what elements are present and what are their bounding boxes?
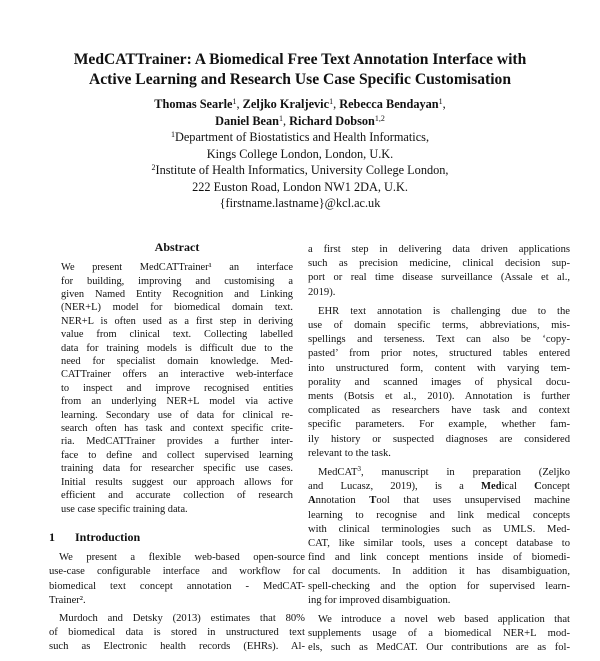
text-line: CAT, like similar tools, uses a concept database to [308,538,570,550]
acronym-letter: C [534,481,542,493]
text-run: MedCAT [318,467,358,479]
text-line [308,466,570,480]
right-paragraph-4 [308,613,570,656]
author-affil-mark: 1 [438,97,443,106]
text-run: and Lucasz, 2019), is a [308,481,481,493]
affil-mark: 1 [170,130,175,139]
author-affil-mark: 1 [232,97,237,106]
affiliation-text: Institute of Health Informatics, University College London, [155,163,449,177]
text-line: Murdoch and Detsky (2013) estimates that 80% [59,612,305,624]
author-affil-mark: 1 [278,113,283,123]
text-line: ing for improved disambiguation. [308,594,451,606]
text-line: We introduce a novel web based application that [318,614,570,626]
text-line: of biomedical data is stored in unstructured text [49,627,305,639]
abstract-heading: Abstract [154,240,200,254]
paper-title [40,50,560,90]
text-line: spellings and terseness. Text can also be ‘copy- [308,334,570,346]
intro-paragraph-1 [49,551,305,608]
affil-mark: 2 [151,163,156,172]
text-line: We present a flexible web-based open-source [59,552,305,564]
text-line: Trainer². [49,594,86,606]
text-run: ical [501,481,535,493]
author-email: {firstname.lastname}@kcl.ac.uk [219,196,381,210]
author-affil-mark: 1 [329,97,334,106]
acronym-letter: A [308,495,316,507]
section-title: Introduction [75,529,141,544]
affiliation-text: Department of Biostatistics and Health Informatics, [174,130,430,144]
text-line: find and link concept mentions inside of biomedi- [308,552,570,564]
right-paragraph-3 [308,466,570,608]
text-line: for building, improving and customising a [61,275,293,287]
footnote-mark: 3 [357,465,361,474]
text-line: use of domain specific terms, abbreviations, mis- [308,320,570,332]
text-line: given Named Entity Recognition and Linking [61,289,293,301]
affiliation-1 [40,129,560,146]
text-line: complicated as researchers have task and context [308,405,570,417]
title-line-2: Active Learning and Research Use Case Specific Customisation [88,71,511,88]
text-line: ments (Botsis et al., 2010). Annotation is further [308,391,570,403]
author-line-2: Daniel Bean$^1$, Richard Dobson$^{1,2}$ [215,113,385,128]
author-affil-mark: 1,2 [374,113,385,123]
author-name: Rebecca Bendayan [339,97,439,111]
affiliation-1-cont: Kings College London, London, U.K. [206,146,394,161]
right-paragraph-1 [308,243,570,300]
abstract-paragraph [61,261,293,516]
text-line: a first step in delivering data driven applications [308,244,570,255]
text-line: cal documents. In addition it has disambiguation, [308,566,570,578]
text-line: such as precision medicine, clinical decision sup- [308,258,570,270]
text-line: biomedical text concept annotation - MedCAT- [49,580,305,592]
text-line: efficient and accurate collection of research [61,490,293,502]
text-run: oncept [541,481,570,493]
text-line: into unstructured form, content with varying tem- [308,362,570,374]
text-line: ria. MedCATTrainer provides a further inter- [61,436,293,448]
section-number: 1 [49,529,55,544]
text-line: training data for researcher specific use cases. [61,463,293,475]
text-line [308,494,570,508]
text-line: relevant to the task. [308,447,391,459]
text-run: ool that uses unsupervised machine [376,495,570,507]
abstract-body [49,261,305,516]
text-line: ily history or suspected diagnoses are considered [308,433,570,445]
acronym-letter: Med [481,481,502,493]
text-run: , manuscript in preparation (Zeljko [360,467,570,479]
text-run: nnotation [315,495,370,507]
text-line: use-case configurable interface and workflow for [49,566,305,578]
right-paragraph-2 [308,305,570,461]
author-name: Thomas Searle [154,97,233,111]
intro-paragraph-2 [49,612,305,655]
author-name: Richard Dobson [289,113,375,128]
text-line [308,480,570,494]
text-line: such as Electronic health records (EHRs). Al- [49,641,305,653]
affiliation-2-cont: 222 Euston Road, London NW1 2DA, U.K. [192,179,408,194]
affiliation-2 [40,162,560,179]
text-line: learning. Secondary use of data for clinical re- [61,409,293,421]
text-line: pasted’ from prior notes, structured tables entered [308,348,570,360]
text-line: spell-checking and the option for supervised learn- [308,580,570,592]
text-line: learning to recognise and link medical concepts [308,509,570,521]
text-line: specific parameters. For example, whether fam- [308,419,570,431]
text-line: EHR text annotation is challenging due to the [318,305,570,317]
paragraph-continuation [308,509,570,608]
text-line: supplements usage of a biomedical NER+L mod- [308,628,570,640]
text-line: Initial results suggest our approach allows for [61,476,293,488]
text-line: els, such as MedCAT. Our contributions are as fol- [308,642,570,654]
text-line: porality and scanned images of physical docu- [308,376,570,388]
text-line: 2019). [308,286,336,298]
text-line: face to define and collect supervised learning [61,449,293,461]
section-heading-introduction [49,530,305,544]
left-column [49,240,305,659]
text-line: (NER+L) model for biomedical domain text. [61,302,293,314]
text-line: value from clinical text. Collecting labelled [61,329,293,341]
right-column [308,243,570,661]
text-line: to inspect and improve recognised entities [61,382,293,394]
text-line: with clinical terminologies such as UMLS. Med- [308,523,570,535]
title-line-1: MedCATTrainer: A Biomedical Free Text Annotation Interface with [73,51,527,68]
text-line: data for training models is difficult due to the [61,342,293,354]
text-line: need for specialist domain knowledge. Med- [61,356,293,368]
text-line: search often has task and context specific crite- [61,423,293,435]
author-name: Zeljko Kraljevic [242,97,330,111]
acronym-letter: T [369,495,377,507]
text-line: CATTrainer offers an interactive web-interface [61,369,293,381]
author-block [40,96,560,212]
author-name: Daniel Bean [215,113,279,128]
author-line-1: Thomas Searle$^1$, Zeljko Kraljevic$^1$, Rebecca Bendayan$^1$, [154,97,446,111]
text-line: from an underlying NER+L model via active [61,396,293,408]
text-line: port or real time disease surveillance (Assale et al., [308,272,570,284]
text-line: use case specific training data. [61,503,188,515]
text-line: NER+L is often used as a first step in deriving [61,315,293,327]
text-line: We present MedCATTrainer¹ an interface [61,262,293,274]
